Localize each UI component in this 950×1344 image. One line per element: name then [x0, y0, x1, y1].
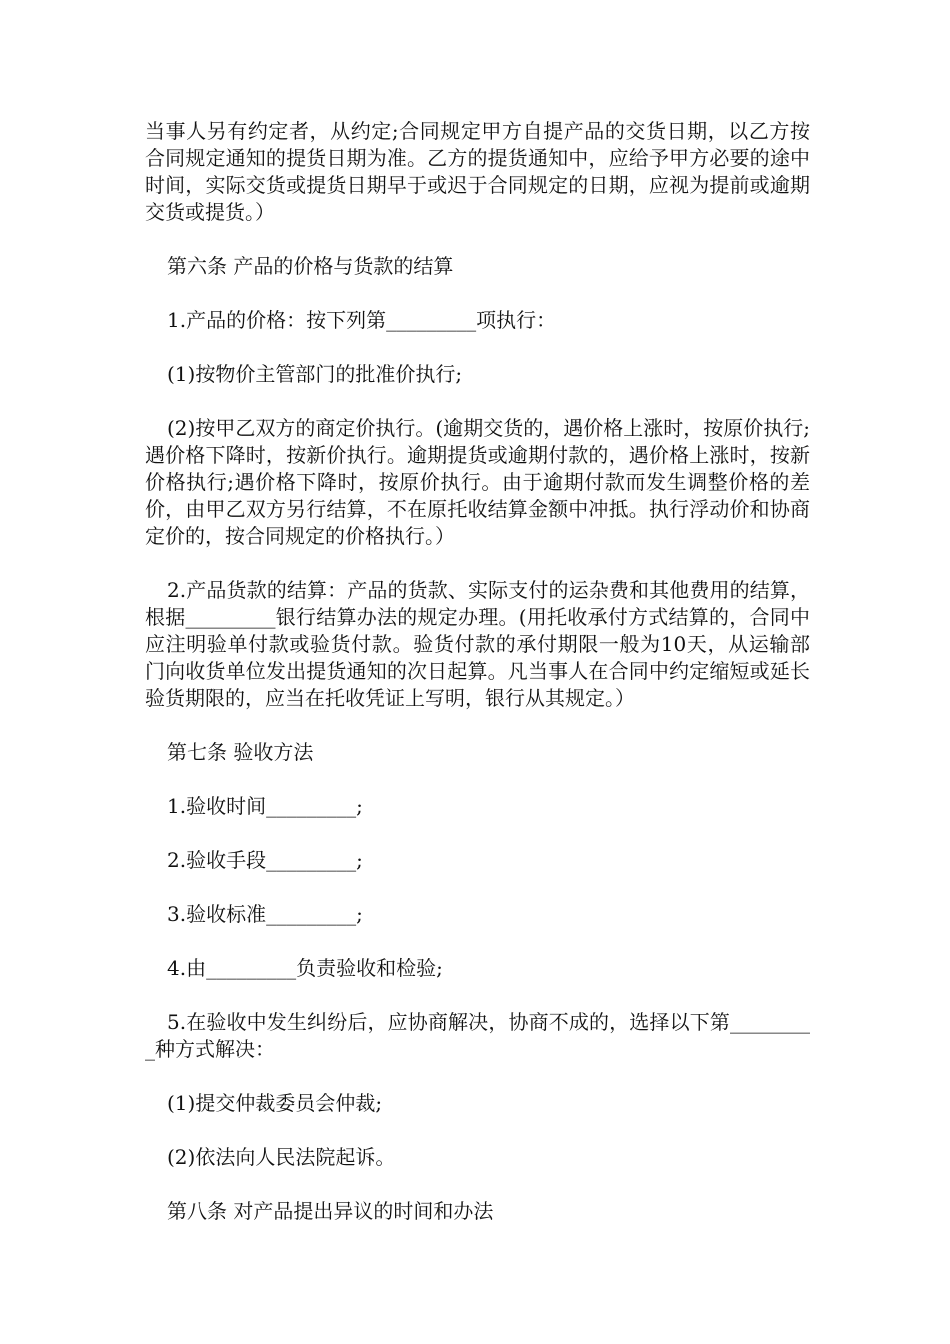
paragraph-inspection-means: 2.验收手段_________;: [167, 848, 363, 872]
paragraph-delivery-date-clause: 当事人另有约定者，从约定;合同规定甲方自提产品的交货日期，以乙方按合同规定通知的提货日期为准。乙方的提货通知中，应给予甲方必要的途中时间，实际交货或提货日期早于或迟于合同规定的日期，应视为提前或逾期交货或提货。）: [145, 119, 810, 224]
heading-article-8: 第八条 对产品提出异议的时间和办法: [167, 1199, 494, 1223]
paragraph-inspection-time: 1.验收时间_________;: [167, 794, 363, 818]
paragraph-payment-settlement: 2.产品货款的结算：产品的货款、实际支付的运杂费和其他费用的结算，根据_________银行结算办法的规定办理。(用托收承付方式结算的，合同中应注明验单付款或验货付款。验货付款的承付期限一般为10天，从运输部门向收货单位发出提货通知的次日起算。凡当事人在合同中约定缩短或延长验货期限的，应当在托收凭证上写明，银行从其规定。）: [145, 578, 810, 710]
paragraph-price-item-2: (2)按甲乙双方的商定价执行。(逾期交货的，遇价格上涨时，按原价执行;遇价格下降时，按新价执行。逾期提货或逾期付款的，遇价格上涨时，按新价格执行;遇价格下降时，按原价执行。由于逾期付款而发生调整价格的差价，由甲乙双方另行结算，不在原托收结算金额中冲抵。执行浮动价和协商定价的，按合同规定的价格执行。）: [145, 416, 810, 548]
paragraph-price-option: 1.产品的价格：按下列第_________项执行：: [167, 308, 557, 332]
paragraph-litigation: (2)依法向人民法院起诉。: [167, 1145, 396, 1169]
heading-article-6: 第六条 产品的价格与货款的结算: [167, 254, 454, 278]
paragraph-inspection-responsible: 4.由_________负责验收和检验;: [167, 956, 443, 980]
paragraph-arbitration: (1)提交仲裁委员会仲裁;: [167, 1091, 383, 1115]
heading-article-7: 第七条 验收方法: [167, 740, 314, 764]
paragraph-price-item-1: (1)按物价主管部门的批准价执行;: [167, 362, 463, 386]
document-page: [145, 118, 810, 1252]
paragraph-dispute-resolution: 5.在验收中发生纠纷后，应协商解决，协商不成的，选择以下第_________种方式解决：: [145, 1010, 810, 1061]
paragraph-inspection-standard: 3.验收标准_________;: [167, 902, 363, 926]
